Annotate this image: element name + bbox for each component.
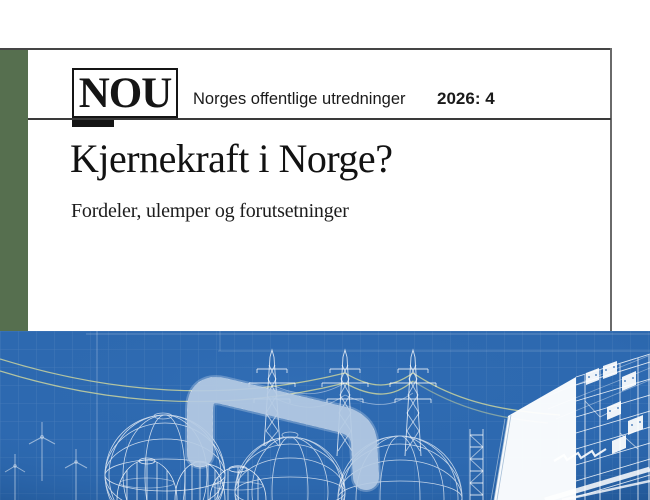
left-accent-stripe xyxy=(0,50,28,331)
header-divider xyxy=(28,118,611,120)
report-subtitle: Fordeler, ulemper og forutsetninger xyxy=(71,200,349,222)
issue-number: 2026: 4 xyxy=(437,89,495,108)
series-title: Norges offentlige utredninger xyxy=(193,90,406,108)
nou-logo xyxy=(72,68,178,118)
nou-logo-text: NOU xyxy=(78,69,172,117)
report-title: Kjernekraft i Norge? xyxy=(70,136,393,181)
frame-top-border xyxy=(0,48,612,50)
frame-right-border xyxy=(610,48,612,331)
blueprint-illustration xyxy=(0,331,650,500)
